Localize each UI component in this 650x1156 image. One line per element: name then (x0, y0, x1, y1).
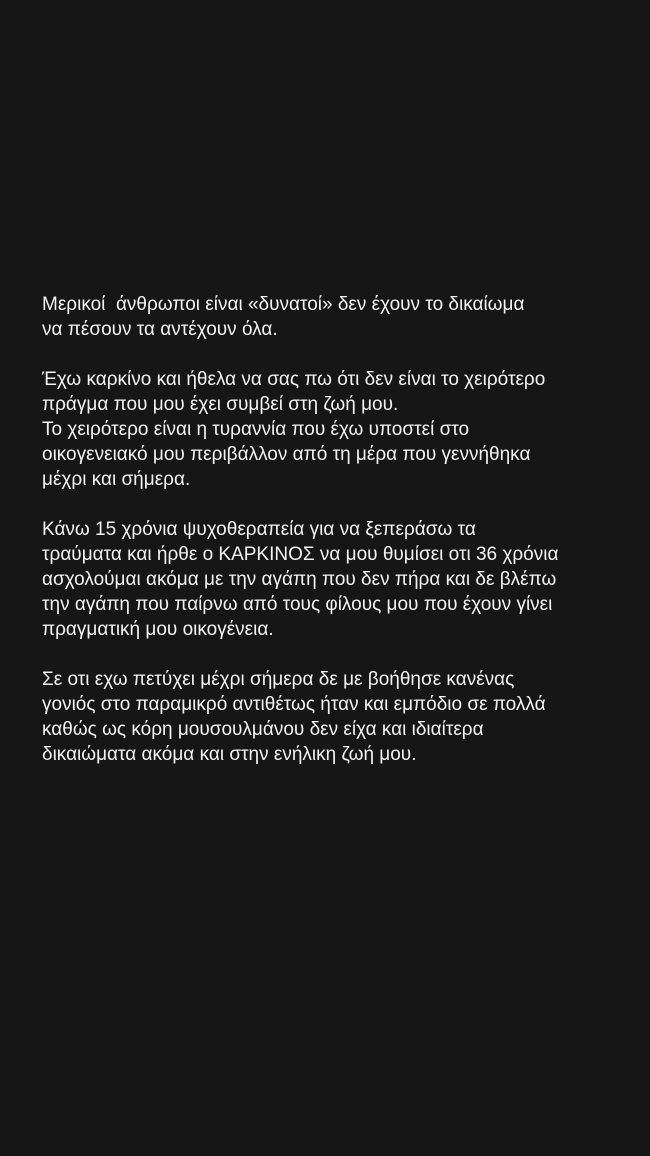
text-line: μέχρι και σήμερα. (42, 469, 191, 490)
text-line: Το χειρότερο είναι η τυραννία που έχω υποστεί στο (42, 419, 470, 440)
text-line: καθώς ως κόρη μουσουλμάνου δεν είχα και ιδιαίτερα (42, 719, 484, 740)
text-line: να πέσουν τα αντέχουν όλα. (42, 319, 278, 340)
paragraph-1 (42, 292, 632, 342)
paragraph-3 (42, 517, 632, 642)
text-line: ασχολούμαι ακόμα με την αγάπη που δεν πήρα και δε βλέπω (42, 569, 557, 590)
text-line: δικαιώματα ακόμα και στην ενήλικη ζωή μου. (42, 744, 417, 765)
text-line: Κάνω 15 χρόνια ψυχοθεραπεία για να ξεπεράσω τα (42, 519, 476, 540)
paragraph-4 (42, 667, 632, 767)
text-line: τραύματα και ήρθε ο ΚΑΡΚΙΝΟΣ να μου θυμίσει οτι 36 χρόνια (42, 544, 559, 565)
text-line: Έχω καρκίνο και ήθελα να σας πω ότι δεν είναι το χειρότερο (42, 369, 546, 390)
paragraph-2 (42, 367, 632, 492)
text-line: οικογενειακό μου περιβάλλον από τη μέρα που γεννήθηκα (42, 444, 531, 465)
text-line: γονιός στο παραμικρό αντιθέτως ήταν και εμπόδιο σε πολλά (42, 694, 546, 715)
text-line: την αγάπη που παίρνω από τους φίλους μου που έχουν γίνει (42, 594, 553, 615)
text-line: πραγματική μου οικογένεια. (42, 619, 274, 640)
text-line: πράγμα που μου έχει συμβεί στη ζωή μου. (42, 394, 399, 415)
story-text-block (42, 292, 632, 792)
text-line: Μερικοί άνθρωποι είναι «δυνατοί» δεν έχουν το δικαίωμα (42, 294, 525, 315)
text-line: Σε οτι εχω πετύχει μέχρι σήμερα δε με βοήθησε κανένας (42, 669, 515, 690)
